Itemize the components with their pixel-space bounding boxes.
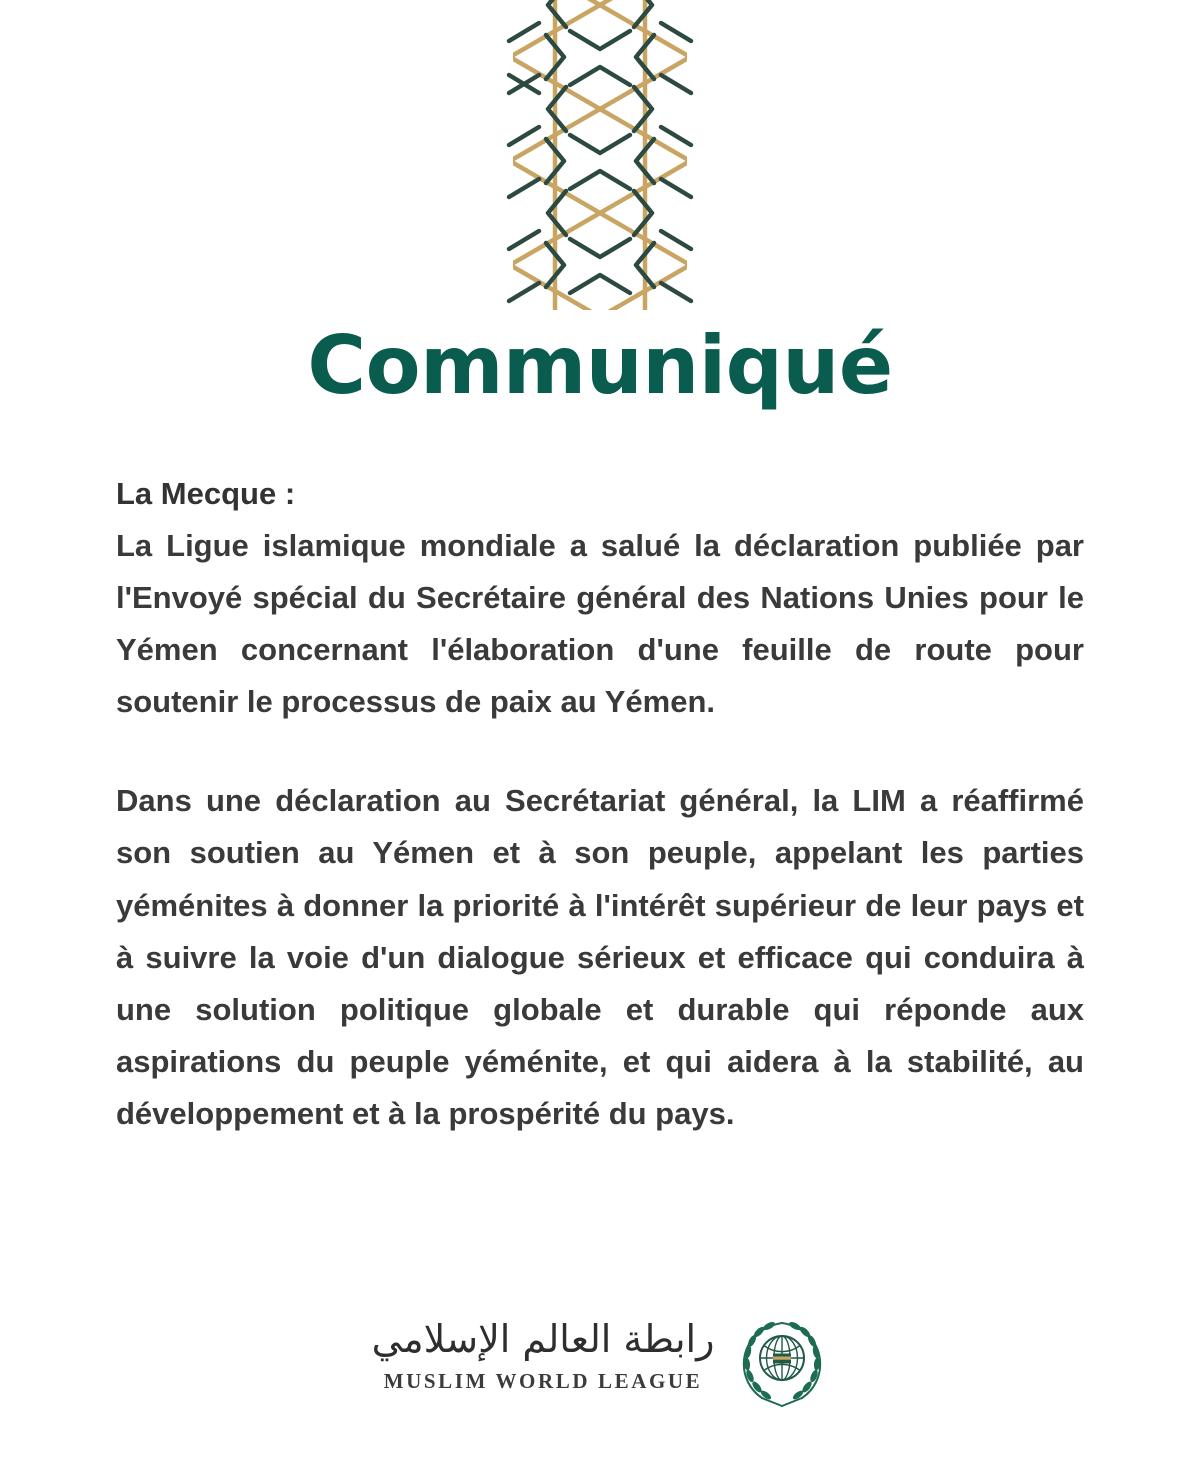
communique-body bbox=[0, 470, 1200, 1316]
logo-wordmark bbox=[372, 1316, 715, 1394]
latin-organization-name: MUSLIM WORLD LEAGUE bbox=[383, 1368, 703, 1393]
dateline: La Mecque : bbox=[116, 476, 296, 511]
arabic-calligraphy-name: رابطة العالم الإسلامي bbox=[371, 1317, 715, 1361]
globe-wreath-emblem bbox=[736, 1316, 828, 1410]
paragraph-1: La Ligue islamique mondiale a salué la déclaration publiée par l'Envoyé spécial du Secrétaire général des Nations Unies pour le Yémen concernant l'élaboration d'une feuille de route pour soutenir le processus de paix au Yémen. bbox=[116, 528, 1084, 720]
islamic-geometric-pattern bbox=[0, 0, 1200, 310]
paragraph-2: Dans une déclaration au Secrétariat général, la LIM a réaffirmé son soutien au Yémen et à son peuple, appelant les parties yéménites à donner la priorité à l'intérêt supérieur de leur pays et à suivre la voie d'un dialogue sérieux et efficace qui conduira à une solution politique globale et durable qui réponde aux aspirations du peuple yéménite, et qui aidera à la stabilité, au développement et à la prospérité du pays. bbox=[116, 783, 1084, 1131]
organization-logo bbox=[0, 1316, 1200, 1410]
page-title: Communiqué bbox=[307, 319, 893, 412]
page-title-wrapper bbox=[0, 319, 1200, 412]
